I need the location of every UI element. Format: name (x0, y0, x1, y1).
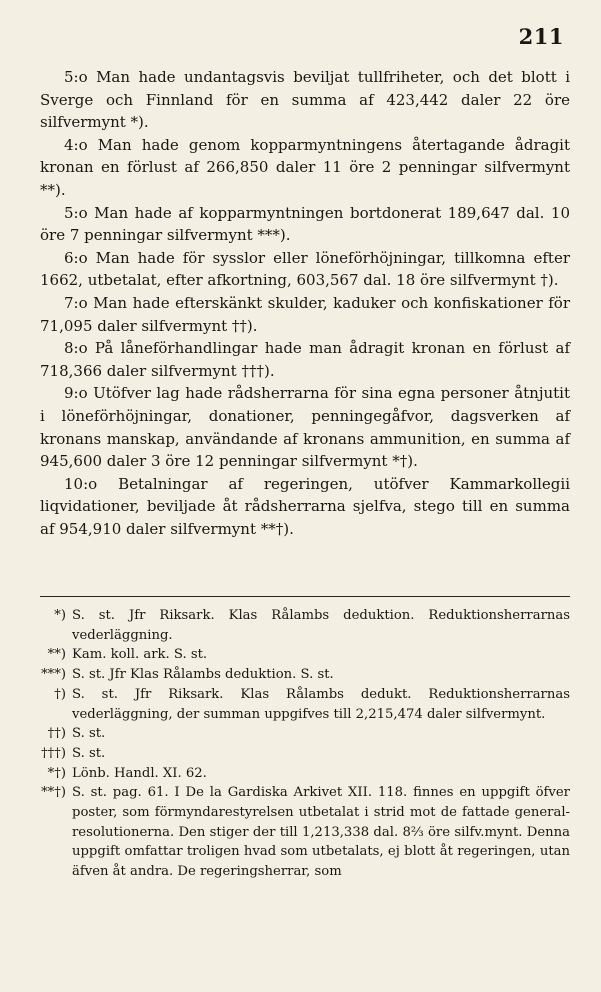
footnote-mark: **) (47, 647, 66, 663)
paragraph: 5:o Man hade undantagsvis beviljat tullfriheter, och det blott i Sverge och Finnland för en summa af 423,442 daler 22 öre silfvermynt *). (40, 68, 570, 132)
footnote-text: S. st. (72, 745, 106, 761)
footnote-text: S. st. Jfr Riksark. Klas Rålambs deduktion. Reduktionsherrarnas vederläggning. (72, 608, 570, 643)
footnotes (40, 606, 570, 882)
footnote-mark: **†) (41, 785, 66, 801)
paragraph: 5:o Man hade af kopparmyntningen bortdonerat 189,647 dal. 10 öre 7 penningar silfvermynt ***). (40, 203, 570, 245)
paragraph: 6:o Man hade för sysslor eller löneförhöjningar, tillkomna efter 1662, utbetalat, efter afkortning, 603,567 dal. 18 öre silfvermynt †). (40, 248, 570, 290)
footnote-text: S. st. Jfr Klas Rålambs deduktion. S. st. (72, 667, 334, 683)
paragraph: 10:o Betalningar af regeringen, utöfver Kammarkollegii liqvidationer, beviljade åt rådsherrarna sjelfva, stego till en summa af 954,910 daler silfvermynt **†). (40, 474, 570, 538)
footnote-mark: *) (54, 608, 66, 623)
footnote-text: Kam. koll. ark. S. st. (72, 647, 208, 663)
footnote-text: S. st. pag. 61. I De la Gardiska Arkivet XII. 118. finnes en uppgift öfver poster, som förmyndarestyrelsen utbetalat i strid mot de fattade general-resolutionerna. Den stiger der till 1,213,338 dal. 8⅔ öre silfv.mynt. Denna uppgift omfattar troligen hvad som utbetalats, ej blott åt regeringen, utan äfven åt andra. De regeringsherrar, som (72, 785, 570, 880)
footnote-mark: ***) (41, 667, 66, 683)
footnote-divider (40, 596, 570, 597)
paragraph: 9:o Utöfver lag hade rådsherrarna för sina egna personer åtnjutit i löneförhöjningar, donationer, penningegåfvor, dagsverken af kronans manskap, användande af kronans ammunition, en summa af 945,600 daler 3 öre 12 penningar silfvermynt *†). (40, 384, 570, 471)
footnote (40, 645, 570, 665)
footnote-mark: †††) (41, 745, 66, 761)
footnote-text: S. st. (72, 726, 106, 742)
footnote (40, 764, 570, 784)
footnote-mark: †) (54, 686, 66, 702)
footnote-mark: *†) (47, 765, 66, 781)
footnote-text: S. st. Jfr Riksark. Klas Rålambs dedukt. Reduktionsherrarnas vederläggning, der summan uppgifves till 2,215,474 daler silfvermynt. (72, 686, 570, 722)
footnote (40, 665, 570, 685)
page-number: 211 (518, 24, 564, 49)
footnote (40, 724, 570, 744)
footnote-text: Lönb. Handl. XI. 62. (72, 765, 207, 781)
footnote (40, 744, 570, 764)
paragraph: 7:o Man hade efterskänkt skulder, kaduker och konfiskationer för 71,095 daler silfvermynt ††). (40, 293, 570, 335)
main-text (40, 66, 570, 540)
paragraph: 4:o Man hade genom kopparmyntningens återtagande ådragit kronan en förlust af 266,850 daler 11 öre 2 penningar silfvermynt **). (40, 135, 570, 199)
footnote (40, 685, 570, 724)
footnote-mark: ††) (47, 726, 66, 742)
footnote (40, 606, 570, 645)
footnote (40, 783, 570, 882)
paragraph: 8:o På låneförhandlingar hade man ådragit kronan en förlust af 718,366 daler silfvermynt †††). (40, 339, 570, 380)
